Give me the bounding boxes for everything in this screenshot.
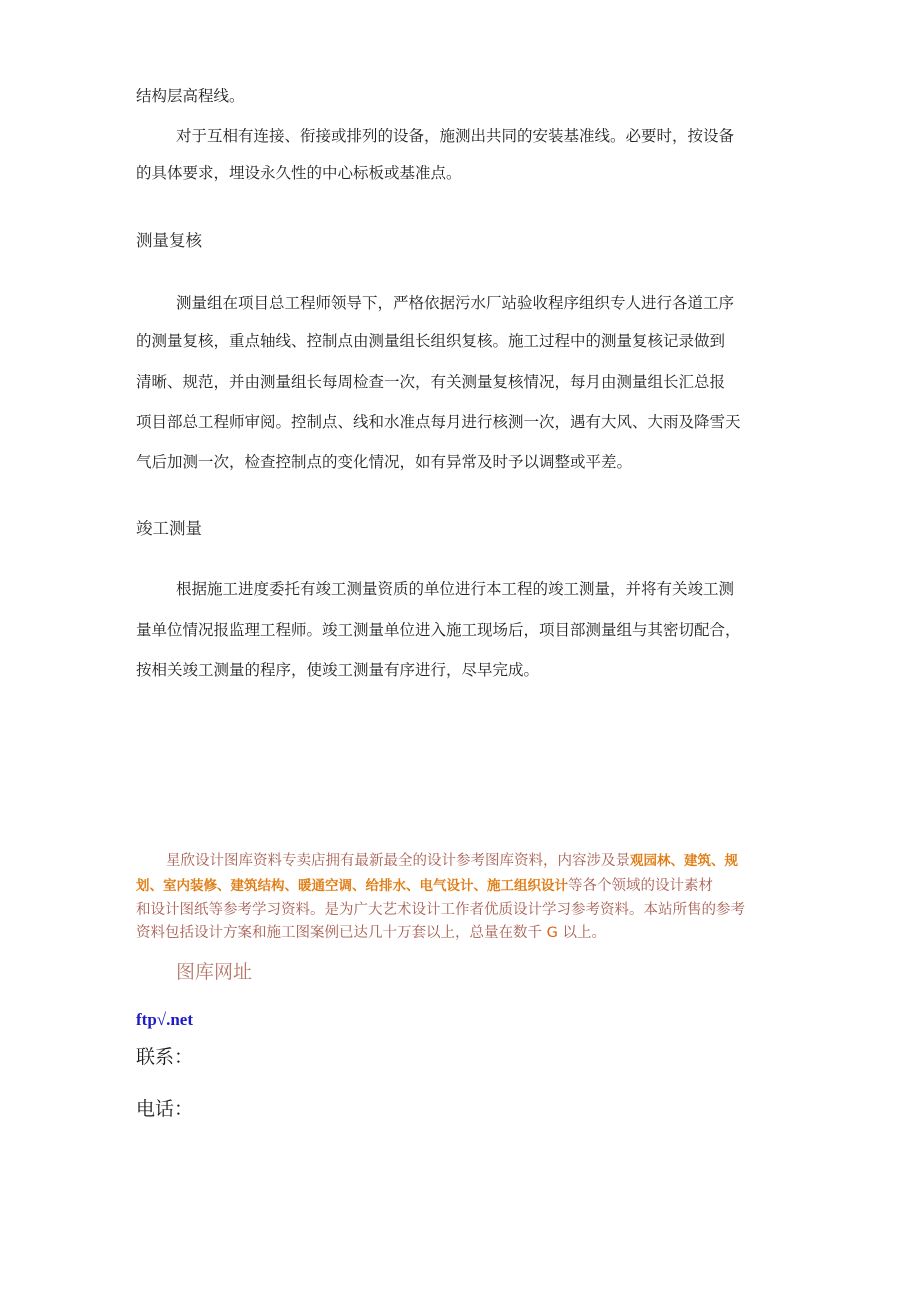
promo-text: 星欣设计图库资料专卖店拥有最新最全的设计参考图库资料，内容涉及景 <box>166 853 630 869</box>
paragraph-line: 的具体要求，埋设永久性的中心标板或基准点。 <box>136 164 462 182</box>
paragraph-line: 气后加测一次，检查控制点的变化情况，如有异常及时予以调整或平差。 <box>136 453 633 471</box>
ftp-link[interactable]: ftp√.net <box>136 1010 194 1029</box>
paragraph-line: 的测量复核，重点轴线、控制点由测量组长组织复核。施工过程中的测量复核记录做到 <box>136 332 726 350</box>
promo-text: 资料包括设计方案和施工图案例已达几十万套以上，总量在数千 <box>136 925 547 941</box>
phone-label: 电话： <box>136 1098 194 1120</box>
promo-line <box>136 923 606 943</box>
paragraph-line: 测量组在项目总工程师领导下，严格依据污水厂站验收程序组织专人进行各道工序 <box>176 294 735 312</box>
section-heading-review: 测量复核 <box>136 231 202 250</box>
promo-line <box>166 851 738 871</box>
paragraph-line: 量单位情况报监理工程师。竣工测量单位进入施工现场后，项目部测量组与其密切配合， <box>136 621 741 639</box>
contact-label: 联系： <box>136 1046 194 1068</box>
promo-highlight: 划、室内装修、建筑结构、暖通空调、给排水、电气设计、施工组织设计 <box>136 878 568 894</box>
paragraph-line: 清晰、规范，并由测量组长每周检查一次，有关测量复核情况，每月由测量组长汇总报 <box>136 373 726 391</box>
promo-text: 等各个领域的设计素材 <box>568 878 713 894</box>
promo-text: 以上。 <box>557 925 606 941</box>
promo-highlight: 观园林、建筑、规 <box>630 853 738 869</box>
promo-g-unit: G <box>546 925 558 941</box>
section-heading-completion: 竣工测量 <box>136 519 202 538</box>
paragraph-line: 根据施工进度委托有竣工测量资质的单位进行本工程的竣工测量，并将有关竣工测 <box>176 580 735 598</box>
paragraph-line: 按相关竣工测量的程序，使竣工测量有序进行，尽早完成。 <box>136 661 540 679</box>
paragraph-line: 结构层高程线。 <box>136 87 245 105</box>
gallery-url-label: 图库网址 <box>176 961 253 983</box>
promo-line <box>136 876 713 896</box>
paragraph-line: 对于互相有连接、衔接或排列的设备，施测出共同的安装基准线。必要时，按设备 <box>176 127 735 145</box>
paragraph-line: 项目部总工程师审阅。控制点、线和水准点每月进行核测一次，遇有大风、大雨及降雪天 <box>136 413 741 431</box>
promo-line: 和设计图纸等参考学习资料。是为广大艺术设计工作者优质设计学习参考资料。本站所售的参考 <box>136 902 745 918</box>
